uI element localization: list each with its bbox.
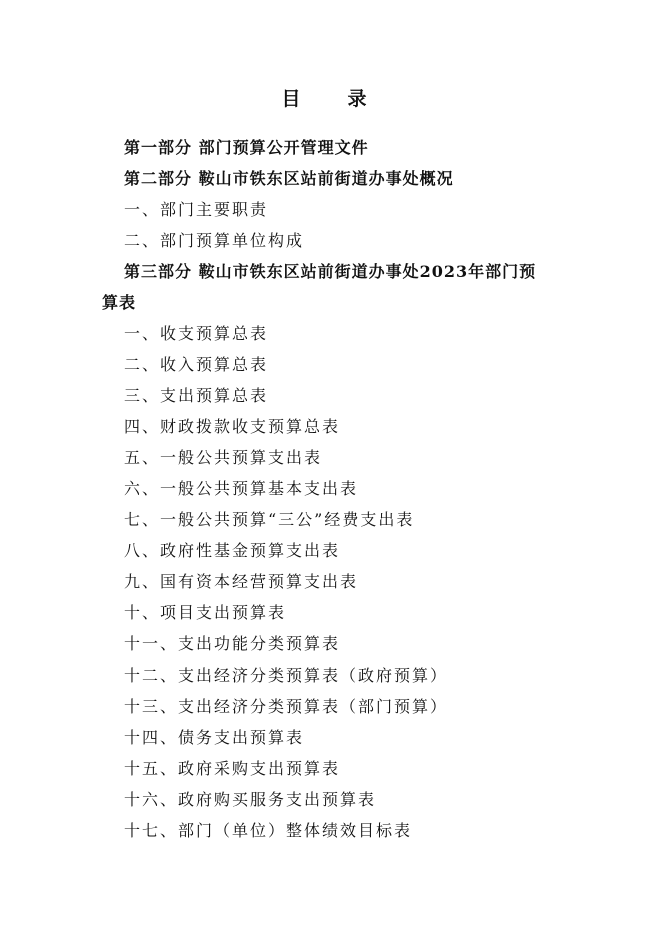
toc-item: 七、一般公共预算“三公”经费支出表 (124, 510, 415, 529)
toc-item: 四、财政拨款收支预算总表 (124, 417, 341, 436)
toc-item: 十六、政府购买服务支出预算表 (124, 790, 377, 809)
toc-item: 十二、支出经济分类预算表（政府预算） (124, 666, 449, 685)
toc-item: 八、政府性基金预算支出表 (124, 541, 341, 560)
toc-item: 三、支出预算总表 (124, 386, 269, 405)
page-title: 目 录 (281, 88, 381, 110)
toc-item: 一、部门主要职责 (124, 200, 269, 219)
toc-item: 五、一般公共预算支出表 (124, 448, 323, 467)
toc-item: 二、部门预算单位构成 (124, 231, 305, 250)
toc-item: 十四、债务支出预算表 (124, 728, 305, 747)
toc-item: 九、国有资本经营预算支出表 (124, 572, 359, 591)
toc-item: 十七、部门（单位）整体绩效目标表 (124, 821, 413, 840)
toc-part-3-continued: 算表 (102, 293, 137, 312)
toc-item: 十、项目支出预算表 (124, 603, 287, 622)
toc-item: 二、收入预算总表 (124, 355, 269, 374)
toc-part-2: 第二部分 鞍山市铁东区站前街道办事处概况 (124, 169, 454, 188)
toc-item: 十五、政府采购支出预算表 (124, 759, 341, 778)
toc-part-3: 第三部分 鞍山市铁东区站前街道办事处2023年部门预 (124, 262, 537, 281)
toc-item: 十一、支出功能分类预算表 (124, 634, 341, 653)
toc-item: 十三、支出经济分类预算表（部门预算） (124, 697, 449, 716)
toc-item: 六、一般公共预算基本支出表 (124, 479, 359, 498)
toc-item: 一、收支预算总表 (124, 324, 269, 343)
toc-part-1: 第一部分 部门预算公开管理文件 (124, 138, 369, 157)
